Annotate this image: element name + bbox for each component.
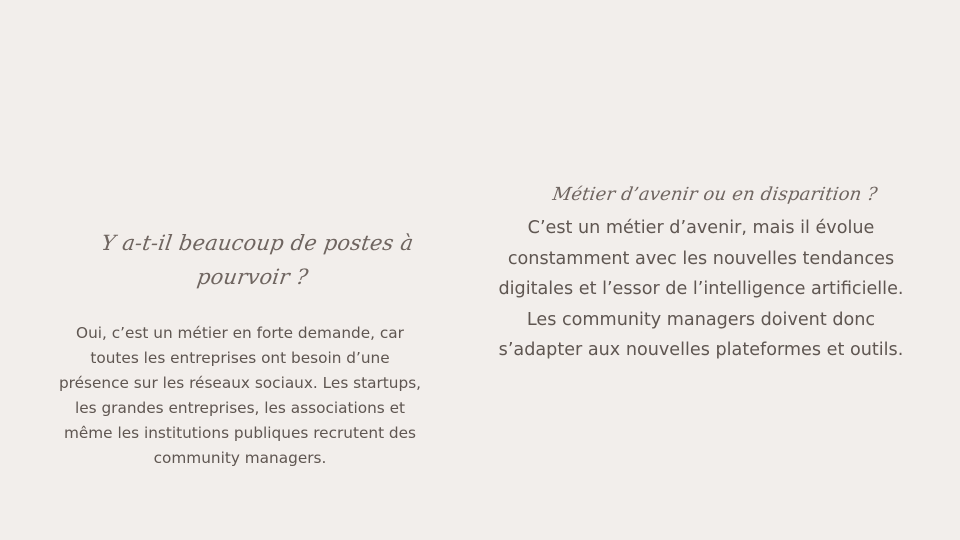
right-section-heading: Métier d’avenir ou en disparition ? bbox=[551, 184, 879, 205]
right-section-body: C’est un métier d’avenir, mais il évolue constamment avec les nouvelles tendances digitales et l’essor de l’intelligence artificielle. Les community managers doivent donc s’adapter aux nouvelles plateformes et outils. bbox=[498, 218, 904, 360]
left-section-body: Oui, c’est un métier en forte demande, car toutes les entreprises ont besoin d’une présence sur les réseaux sociaux. Les startups, les grandes entreprises, les associations et même les institutions publiques recrutent des community managers. bbox=[58, 324, 422, 467]
left-section-heading: Y a-t-il beaucoup de postes à pourvoir ? bbox=[99, 231, 415, 289]
